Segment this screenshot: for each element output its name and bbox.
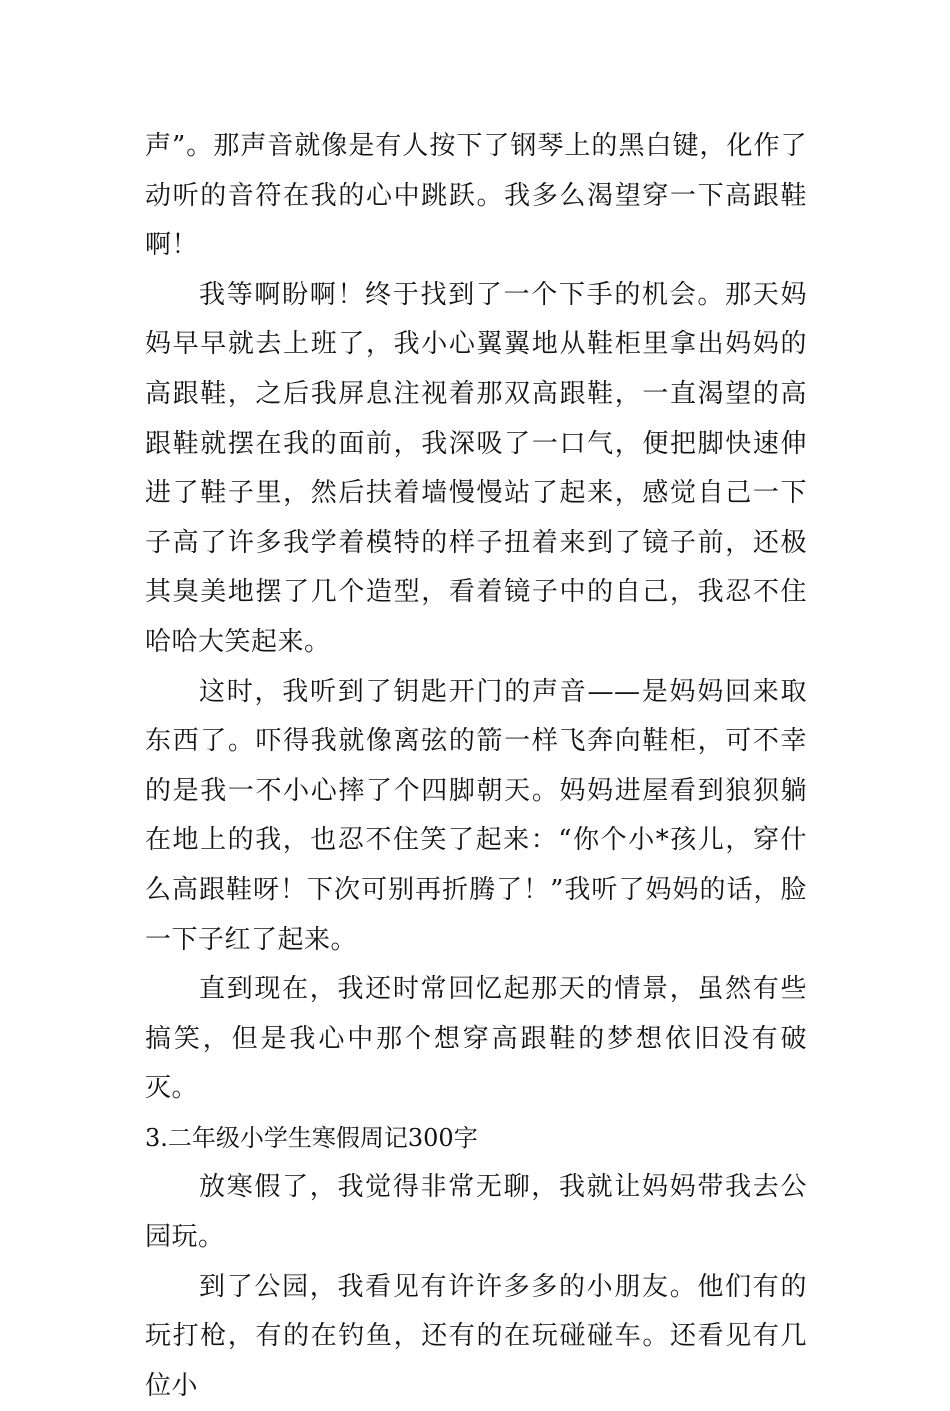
paragraph-1: 声”。那声音就像是有人按下了钢琴上的黑白键，化作了动听的音符在我的心中跳跃。我多么渴望穿一下高跟鞋啊！: [145, 131, 807, 261]
paragraph-3: 这时，我听到了钥匙开门的声音——是妈妈回来取东西了。吓得我就像离弦的箭一样飞奔向鞋柜，可不幸的是我一不小心摔了个四脚朝天。妈妈进屋看到狼狈躺在地上的我，也忍不住笑了起来：“你个小*孩儿，穿什么高跟鞋呀！下次可别再折腾了！”我听了妈妈的话，脸一下子红了起来。: [145, 676, 807, 955]
document-page: [145, 122, 807, 1411]
paragraph-6: 到了公园，我看见有许许多多的小朋友。他们有的玩打枪，有的在钓鱼，还有的在玩碰碰车。还看见有几位小: [145, 1271, 807, 1401]
paragraph-4: 直到现在，我还时常回忆起那天的情景，虽然有些搞笑，但是我心中那个想穿高跟鞋的梦想依旧没有破灭。: [145, 974, 807, 1104]
paragraph-2: 我等啊盼啊！终于找到了一个下手的机会。那天妈妈早早就去上班了，我小心翼翼地从鞋柜里拿出妈妈的高跟鞋，之后我屏息注视着那双高跟鞋，一直渴望的高跟鞋就摆在我的面前，我深吸了一口气，便把脚快速伸进了鞋子里，然后扶着墙慢慢站了起来，感觉自己一下子高了许多我学着模特的样子扭着来到了镜子前，还极其臭美地摆了几个造型，看着镜子中的自己，我忍不住哈哈大笑起来。: [145, 279, 807, 657]
section-heading: 3.二年级小学生寒假周记300字: [145, 1123, 478, 1152]
paragraph-5: 放寒假了，我觉得非常无聊，我就让妈妈带我去公园玩。: [145, 1172, 807, 1253]
